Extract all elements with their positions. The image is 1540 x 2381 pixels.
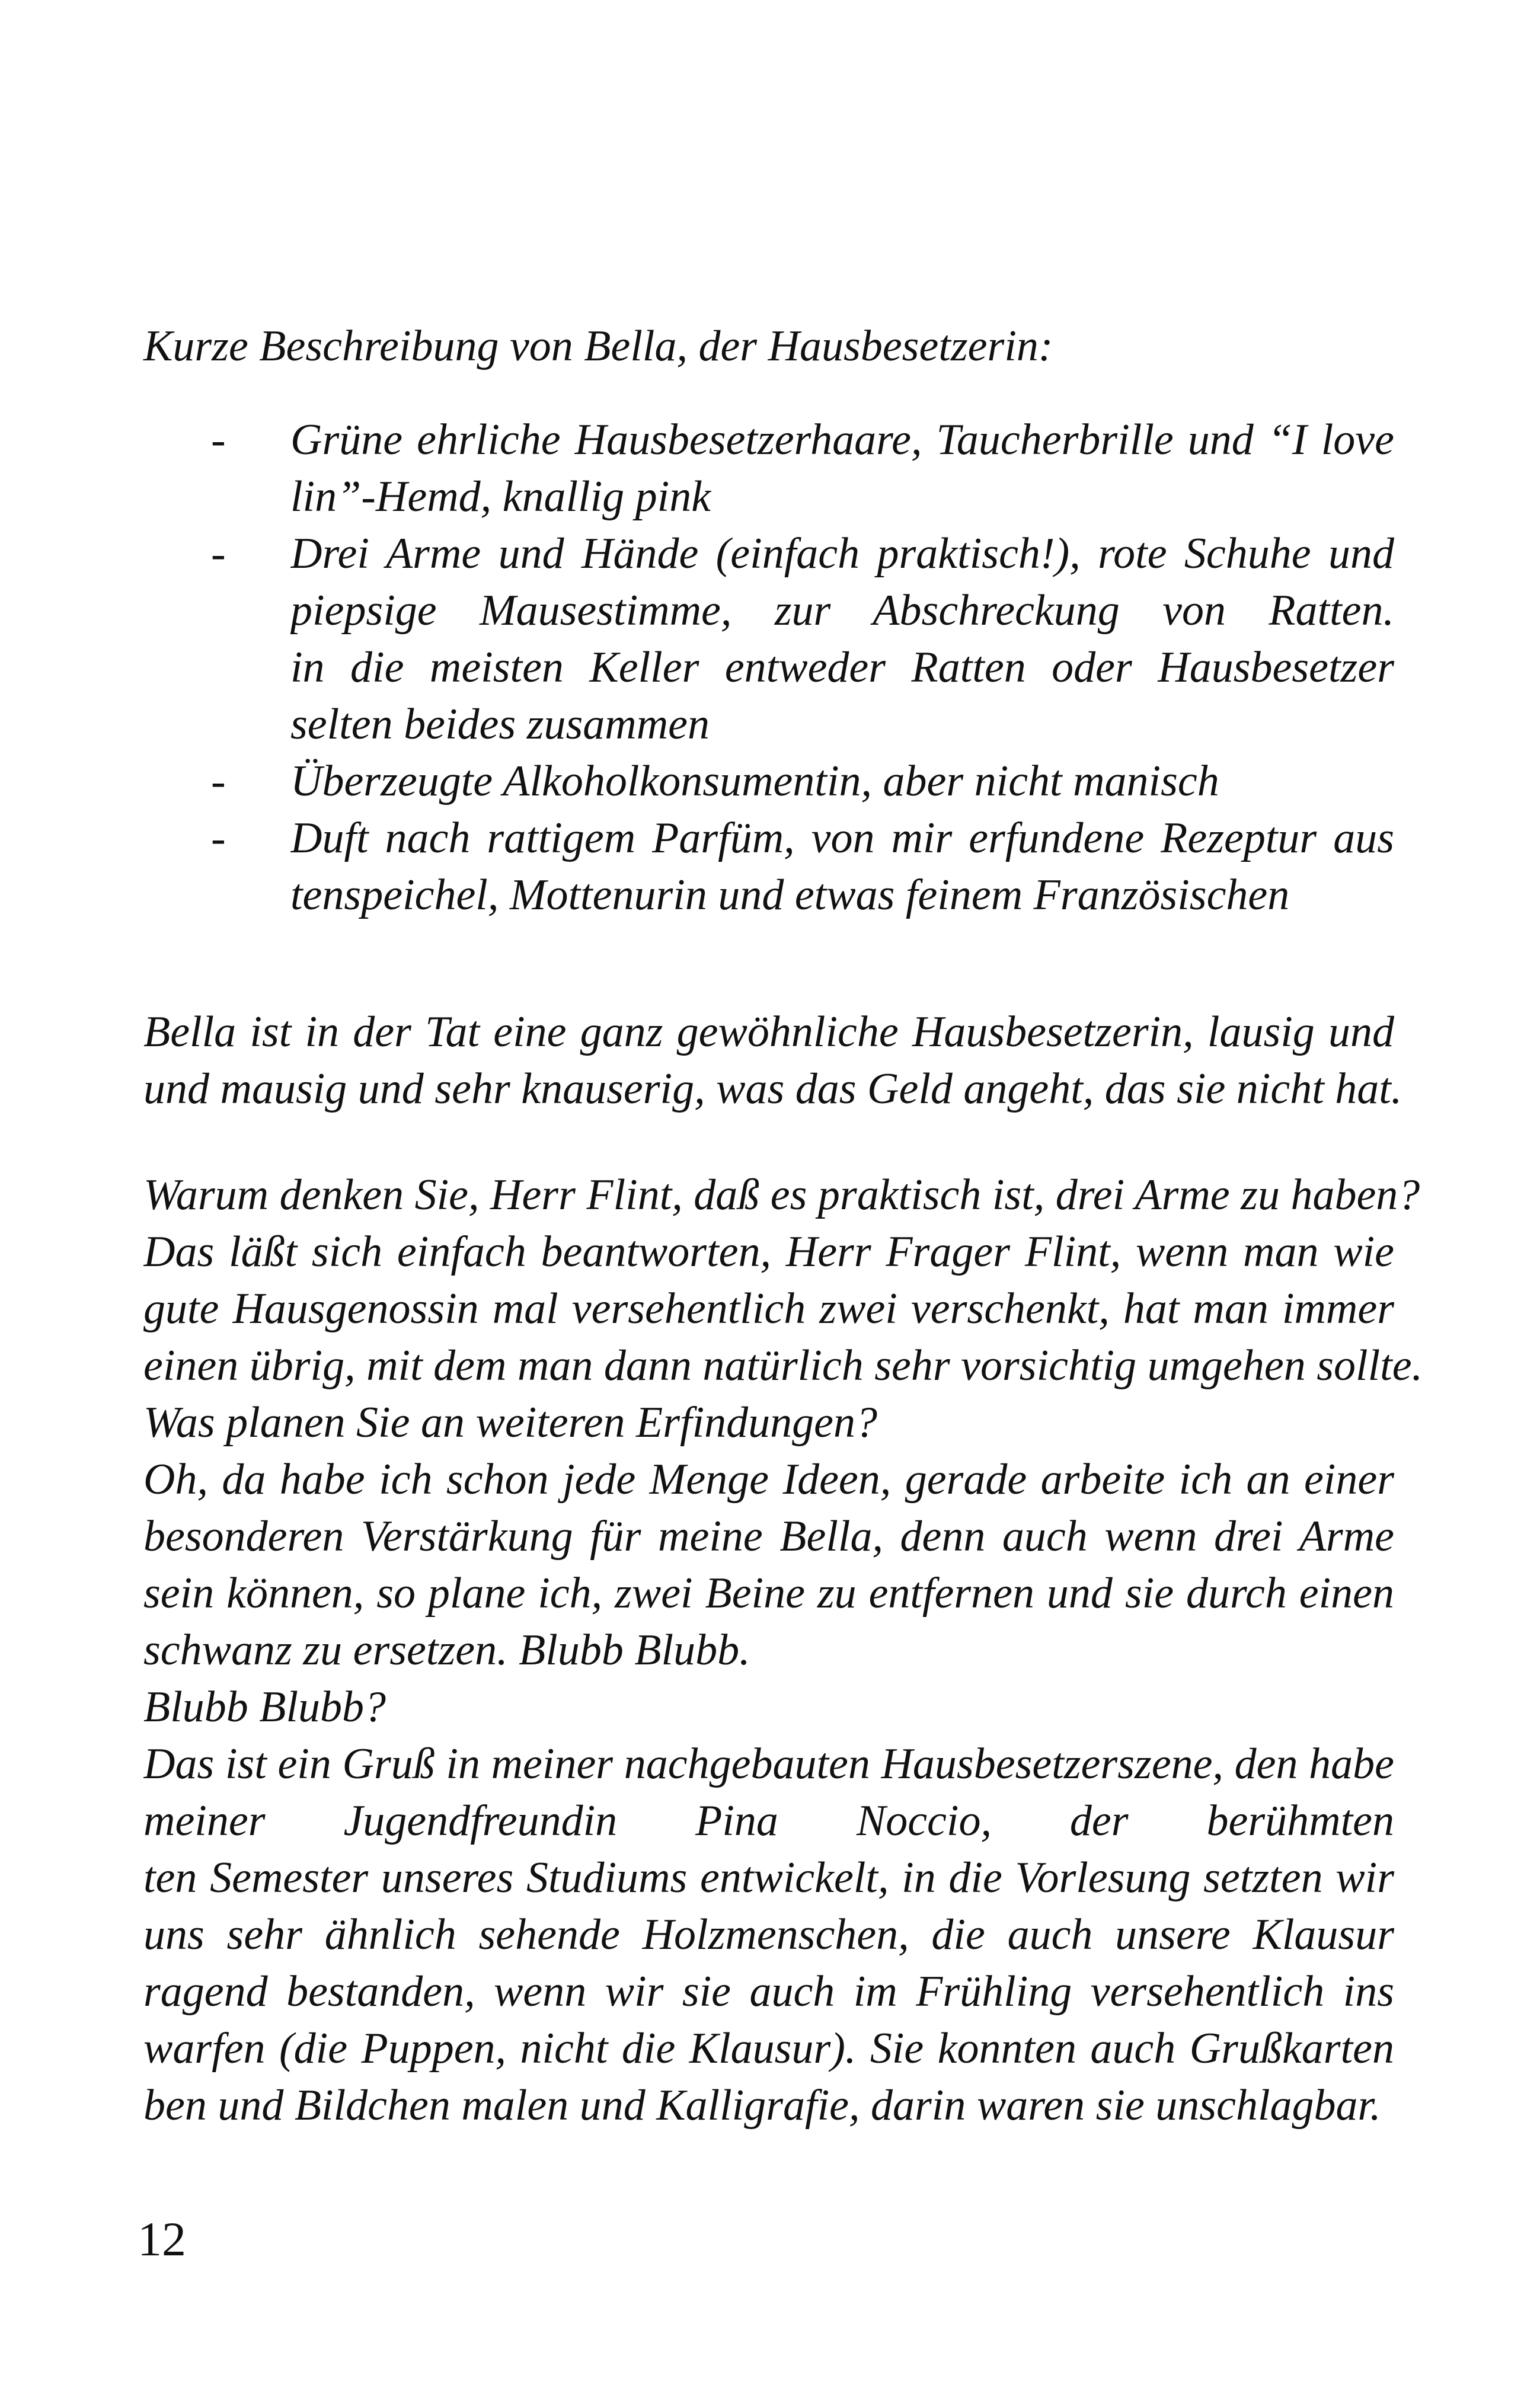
bullet-list [143,411,1394,923]
paragraph-line: Bella ist in der Tat eine ganz gewöhnliche Hausbesetzerin, lausig und [143,1008,1394,1056]
paragraph-line: besonderen Verstärkung für meine Bella, denn auch wenn drei Arme [143,1512,1394,1561]
bullet-item [143,753,1394,810]
bullet-dash: - [211,416,226,464]
intro-line: Kurze Beschreibung von Bella, der Hausbesetzerin: [143,322,1053,370]
paragraph-line: Das ist ein Gruß in meiner nachgebauten Hausbesetzerszene, den habe [143,1740,1394,1788]
bullet-dash: - [211,757,226,806]
paragraph-line: ten Semester unseres Studiums entwickelt, in die Vorlesung setzten wir [143,1853,1394,1902]
paragraph-line: schwanz zu ersetzen. Blubb Blubb. [143,1626,750,1674]
paragraph-line: meiner Jugendfreundin Pina Noccio, der berühmten [143,1797,1394,1845]
paragraph-line: ragend bestanden, wenn wir sie auch im Frühling versehentlich ins [143,1967,1394,2016]
bullet-item [143,810,1394,923]
bullet-line: tenspeichel, Mottenurin und etwas feinem Französischen [290,871,1290,919]
paragraph-line: Was planen Sie an weiteren Erfindungen? [143,1398,877,1447]
paragraph-interview [143,1166,1423,2134]
paragraph-line: warfen (die Puppen, nicht die Klausur). Sie konnten auch Grußkarten [143,2024,1394,2073]
bullet-line: Überzeugte Alkoholkonsumentin, aber nicht manisch [290,757,1219,806]
bullet-dash: - [211,814,226,862]
paragraph-line: sein können, so plane ich, zwei Beine zu entfernen und sie durch einen [143,1569,1394,1618]
paragraph-line: Das läßt sich einfach beantworten, Herr Frager Flint, wenn man wie [143,1228,1394,1276]
bullet-item [143,411,1394,525]
bullet-line: selten beides zusammen [290,700,710,749]
paragraph-line: ben und Bildchen malen und Kalligrafie, darin waren sie unschlagbar. [143,2081,1381,2130]
bullet-line: lin”-Hemd, knallig pink [290,472,711,521]
paragraph-line: gute Hausgenossin mal versehentlich zwei verschenkt, hat man immer [143,1284,1394,1333]
paragraph-line: einen übrig, mit dem man dann natürlich sehr vorsichtig umgehen sollte. [143,1341,1423,1390]
bullet-line: Grüne ehrliche Hausbesetzerhaare, Taucherbrille und “I love [290,416,1394,464]
paragraph-bella [143,1003,1402,1117]
bullet-line: in die meisten Keller entweder Ratten oder Hausbesetzer [290,643,1394,692]
paragraph-line: und mausig und sehr knauserig, was das Geld angeht, das sie nicht hat. [143,1065,1402,1113]
paragraph-line: Oh, da habe ich schon jede Menge Ideen, gerade arbeite ich an einer [143,1455,1394,1504]
paragraph-line: Blubb Blubb? [143,1683,386,1731]
bullet-line: Drei Arme und Hände (einfach praktisch!), rote Schuhe und [290,529,1394,578]
bullet-dash: - [211,529,226,578]
paragraph-line: uns sehr ähnlich sehende Holzmenschen, die auch unsere Klausur [143,1910,1394,1959]
bullet-line: piepsige Mausestimme, zur Abschreckung von Ratten. [290,586,1394,635]
page-number: 12 [138,2212,186,2266]
paragraph-line: Warum denken Sie, Herr Flint, daß es praktisch ist, drei Arme zu haben? [143,1171,1420,1219]
bullet-line: Duft nach rattigem Parfüm, von mir erfundene Rezeptur aus [290,814,1394,862]
intro-heading [143,318,1394,375]
bullet-item [143,525,1394,753]
